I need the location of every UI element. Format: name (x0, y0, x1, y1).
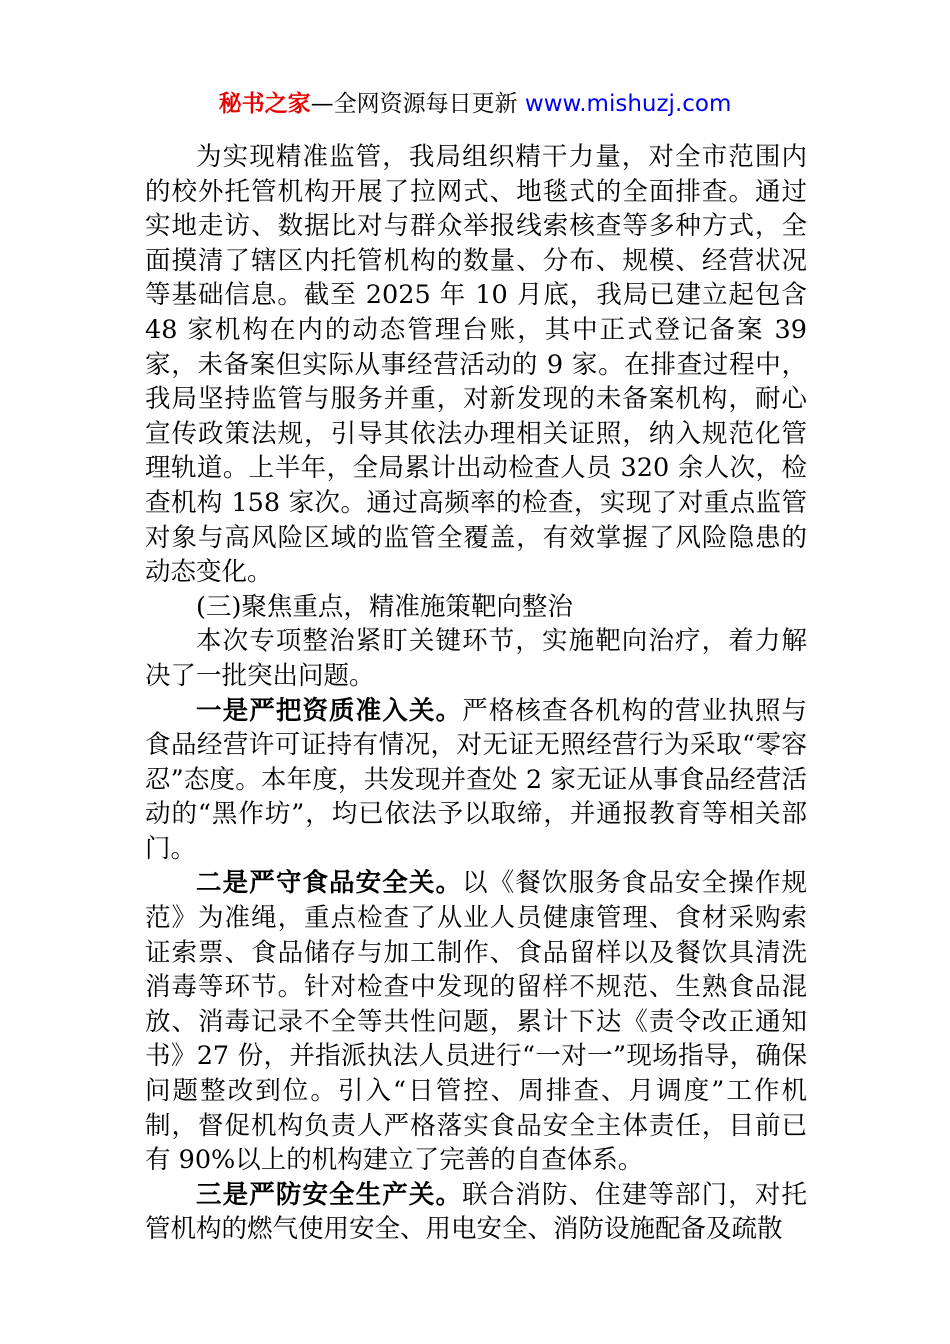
header-site-link[interactable]: www.mishuzj.com (524, 91, 732, 117)
paragraph-lead: 三是严防安全生产关。 (196, 1179, 463, 1210)
paragraph-text: 联合消防、住建等部门，对托管机构的燃气使用安全、用电安全、消防设施配备及疏散 (145, 1179, 807, 1245)
paragraph-food-safety (145, 866, 807, 1177)
paragraph-production-safety (145, 1178, 807, 1247)
paragraph-text: 严格核查各机构的营业执照与食品经营许可证持有情况，对无证无照经营行为采取“零容忍”态度。本年度，共发现并查处 2 家无证从事食品经营活动的“黑作坊”，均已依法予以取缔，并通报教育等相关部门。 (145, 695, 807, 864)
header-brand: 秘书之家 (218, 91, 311, 117)
section-heading (145, 590, 807, 625)
paragraph-investigation (145, 140, 807, 590)
paragraph-text: 以《餐饮服务食品安全操作规范》为准绳，重点检查了从业人员健康管理、食材采购索证索票、食品储存与加工制作、食品留样以及餐饮具清洗消毒等环节。针对检查中发现的留样不规范、生熟食品混放、消毒记录不全等共性问题，累计下达《责令改正通知书》27 份，并指派执法人员进行“一对一”现场指导，确保问题整改到位。引入“日管控、周排查、月调度”工作机制，督促机构负责人严格落实食品安全主体责任，目前已有 90%以上的机构建立了完善的自查体系。 (145, 868, 807, 1176)
paragraph-lead: 一是严把资质准入关。 (196, 695, 463, 726)
paragraph-intro (145, 624, 807, 693)
paragraph-text: 为实现精准监管，我局组织精干力量，对全市范围内的校外托管机构开展了拉网式、地毯式的全面排查。通过实地走访、数据比对与群众举报线索核查等多种方式，全面摸清了辖区内托管机构的数量、分布、规模、经营状况等基础信息。截至 2025 年 10 月底，我局已建立起包含 48 家机构在内的动态管理台账，其中正式登记备案 39 家，未备案但实际从事经营活动的 9 家。在排查过程中，我局坚持监管与服务并重，对新发现的未备案机构，耐心宣传政策法规，引导其依法办理相关证照，纳入规范化管理轨道。上半年，全局累计出动检查人员 320 余人次，检查机构 158 家次。通过高频率的检查，实现了对重点监管对象与高风险区域的监管全覆盖，有效掌握了风险隐患的动态变化。 (145, 142, 807, 588)
header-slogan: —全网资源每日更新 (310, 91, 525, 117)
page-header (0, 88, 950, 120)
document-body (145, 140, 807, 1247)
heading-text: (三)聚焦重点，精准施策靶向整治 (196, 591, 573, 622)
paragraph-qualification (145, 694, 807, 867)
paragraph-text: 本次专项整治紧盯关键环节，实施靶向治疗，着力解决了一批突出问题。 (145, 626, 807, 691)
paragraph-lead: 二是严守食品安全关。 (196, 868, 463, 899)
